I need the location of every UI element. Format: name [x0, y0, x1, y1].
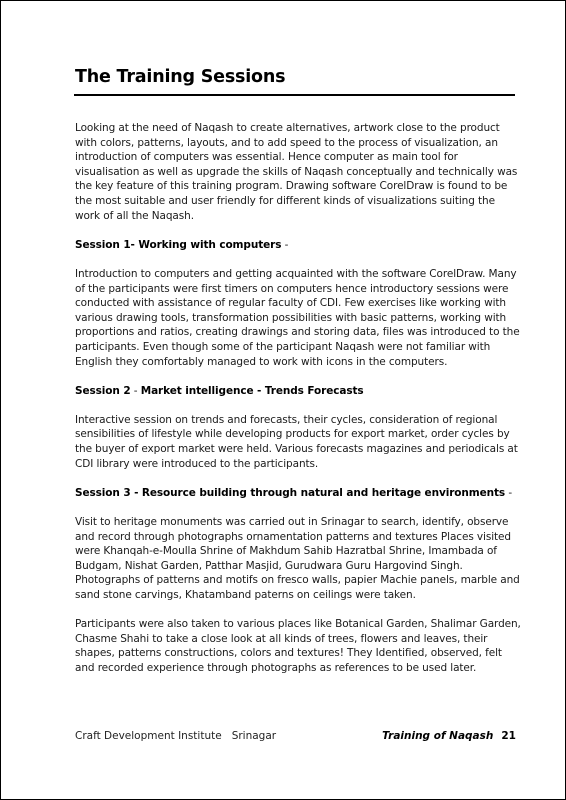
- session-3-heading-text: Session 3 - Resource building through natural and heritage environments: [75, 486, 506, 499]
- title-underline: [74, 94, 515, 96]
- footer-publication: [382, 730, 516, 742]
- page-title: The Training Sessions: [75, 67, 286, 87]
- session-1-body: Introduction to computers and getting acquainted with the software CorelDraw. Many of the participants were first timers on computers hence introductory sessions were conducted with assistance of regular faculty of CDI. Few exercises like working with various drawing tools, transformation possibilities with basic patterns, working with proportions and ratios, creating drawings and storing data, files was introduced to the participants. Even though some of the participant Naqash were not familiar with English they comfortably managed to work with icons in the computers.: [75, 267, 520, 368]
- session-2-heading-label: Session 2: [75, 384, 131, 397]
- footer-institute: Craft Development Institute Srinagar: [75, 730, 277, 742]
- session-1-heading-text: Session 1- Working with computers: [75, 238, 282, 251]
- footer-publication-title: Training of Naqash: [382, 730, 494, 742]
- session-3-heading-suffix: -: [505, 486, 513, 499]
- session-3-heading: [75, 486, 521, 501]
- intro-paragraph: Looking at the need of Naqash to create alternatives, artwork close to the product with colors, patterns, layouts, and to add speed to the process of visualization, an introduction of computers was essential. Hence computer as main tool for visualisation as well as upgrade the skills of Naqash conceptually and technically was the key feature of this training program. Drawing software CorelDraw is found to be the most suitable and user friendly for different kinds of visualizations suiting the work of all the Naqash.: [75, 122, 518, 222]
- session-2-heading-separator: -: [130, 384, 141, 397]
- body-content: [75, 121, 521, 690]
- page-number: 21: [501, 730, 516, 742]
- session-2-body: Interactive session on trends and forecasts, their cycles, consideration of regional sensibilities of lifestyle while developing products for export market, order cycles by the buyer of export market were held. Various forecasts magazines and periodicals at CDI library were introduced to the participants.: [75, 413, 518, 470]
- session-3-body-continued: Participants were also taken to various places like Botanical Garden, Shalimar Garden, Chasme Shahi to take a close look at all kinds of trees, flowers and leaves, their shapes, patterns constructions, colors and textures! They Identified, observed, felt and recorded experience through photographs as references to be used later.: [75, 618, 521, 674]
- session-2-heading: [75, 384, 521, 399]
- session-2-heading-topic: Market intelligence - Trends Forecasts: [140, 384, 364, 397]
- session-1-heading-suffix: -: [281, 238, 289, 251]
- session-1-heading: [75, 238, 521, 253]
- session-3-body: Visit to heritage monuments was carried out in Srinagar to search, identify, observe and record through photographs ornamentation patterns and textures Places visited were Khanqah-e-Moulla Shrine of Makhdum Sahib Hazratbal Shrine, Imambada of Budgam, Nishat Garden, Patthar Masjid, Gurudwara Guru Hargovind Singh. Photographs of patterns and motifs on fresco walls, papier Machie panels, marble and sand stone carvings, Khatamband paterns on ceilings were taken.: [75, 516, 520, 601]
